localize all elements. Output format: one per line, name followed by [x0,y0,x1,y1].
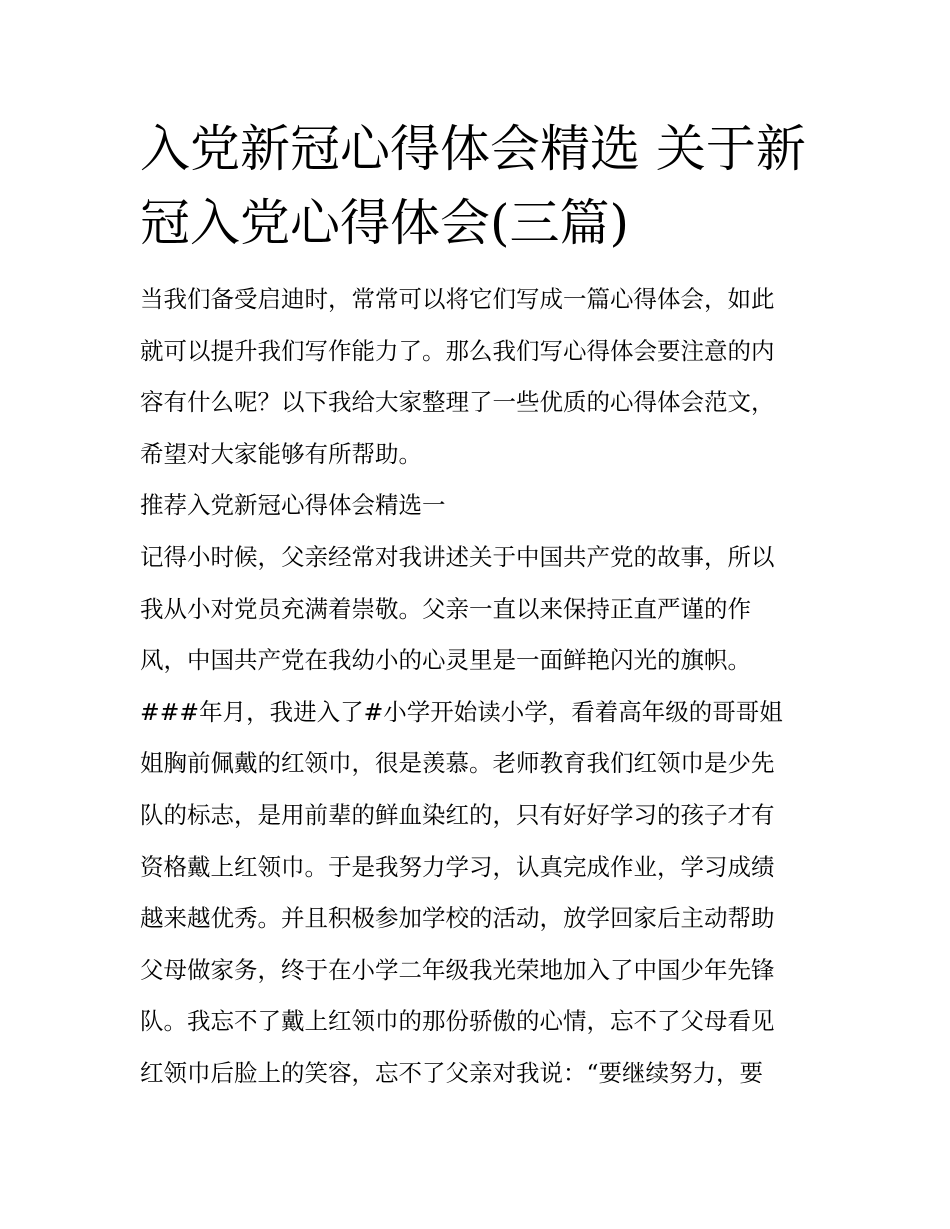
body-line: 容有什么呢？以下我给大家整理了一些优质的心得体会范文， [140,388,775,417]
body-line: 姐胸前佩戴的红领巾，很是羡慕。老师教育我们红领巾是少先 [140,749,775,778]
body-line: 越来越优秀。并且积极参加学校的活动，放学回家后主动帮助 [140,904,775,933]
body-line: 队。我忘不了戴上红领巾的那份骄傲的心情，忘不了父母看见 [140,1007,775,1036]
body-line: 父母做家务，终于在小学二年级我光荣地加入了中国少年先锋 [140,955,775,984]
body-line: 我从小对党员充满着崇敬。父亲一直以来保持正直严谨的作 [140,594,751,623]
document-body [140,274,820,1100]
body-line: 当我们备受启迪时，常常可以将它们写成一篇心得体会，如此 [140,285,775,313]
body-line: 记得小时候，父亲经常对我讲述关于中国共产党的故事，所以 [140,542,775,571]
title-line: 冠入党心得体会(三篇) [140,194,630,252]
body-line: 希望对大家能够有所帮助。 [140,439,422,468]
body-line: 就可以提升我们写作能力了。那么我们写心得体会要注意的内 [140,336,775,365]
body-line: 资格戴上红领巾。于是我努力学习，认真完成作业，学习成绩 [140,852,775,881]
body-line: 风，中国共产党在我幼小的心灵里是一面鲜艳闪光的旗帜。 [140,646,751,675]
body-line: 队的标志，是用前辈的鲜血染红的，只有好好学习的孩子才有 [140,800,775,829]
title-line: 入党新冠心得体会精选 关于新 [140,120,806,178]
section-heading: 推荐入党新冠心得体会精选一 [140,491,446,520]
body-line: ###年月，我进入了#小学开始读小学，看着高年级的哥哥姐 [140,697,783,726]
document-title [140,112,820,260]
body-line: 红领巾后脸上的笑容，忘不了父亲对我说：“要继续努力，要 [140,1058,764,1087]
